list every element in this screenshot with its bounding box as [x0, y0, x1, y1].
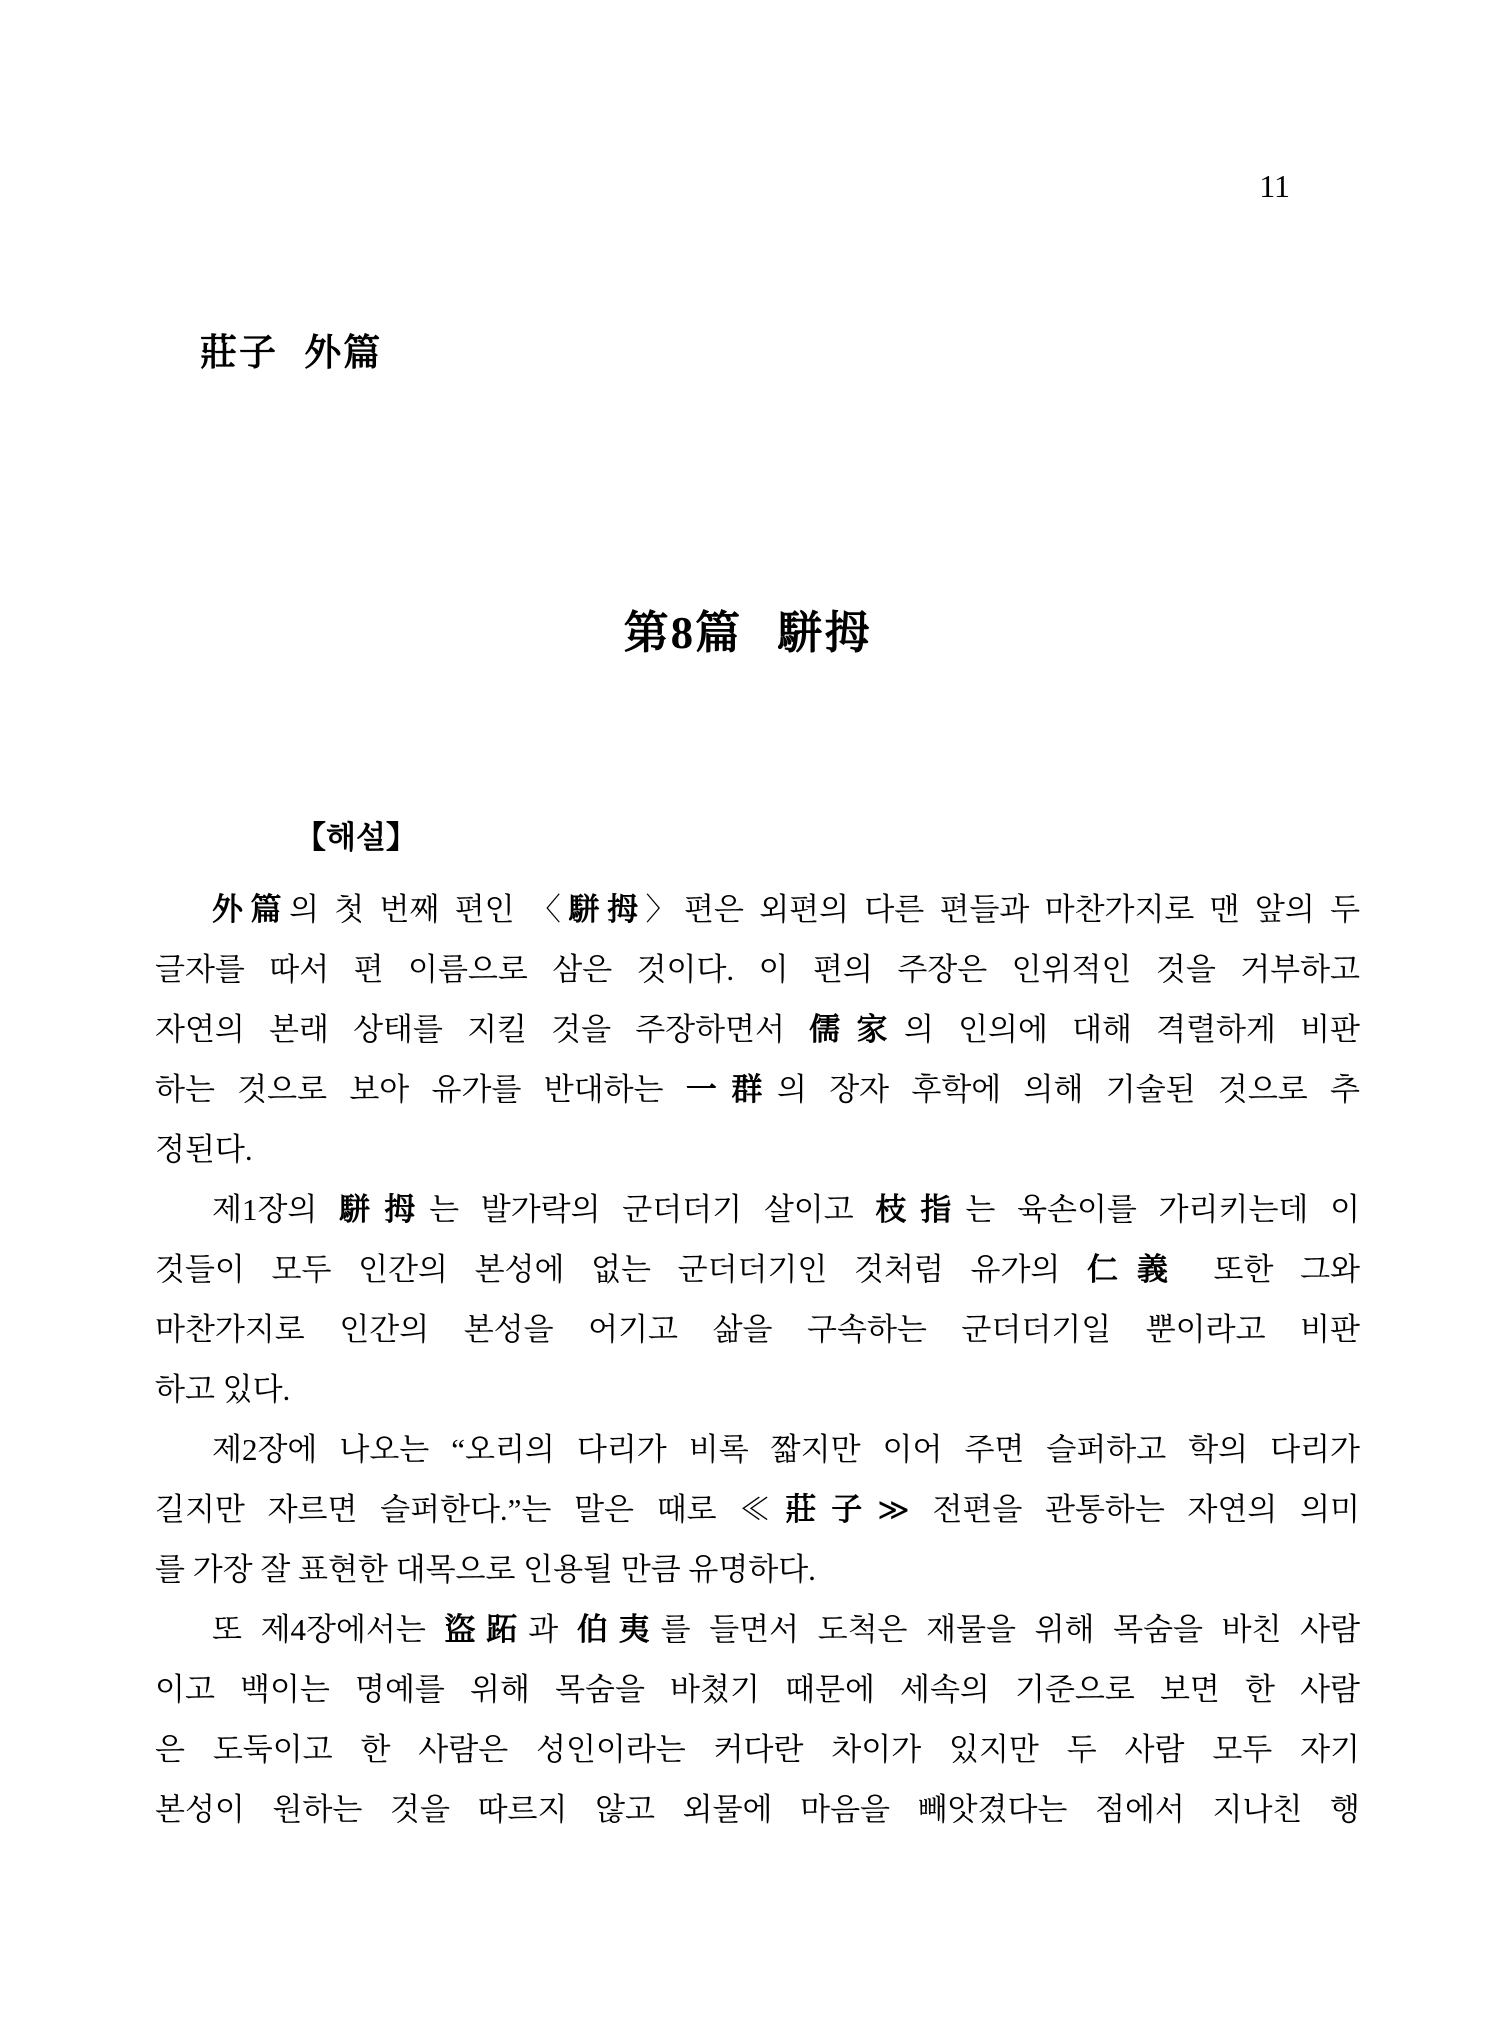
text-run: 또 제4장에서는	[212, 1612, 445, 1647]
body-line	[155, 1660, 1360, 1720]
body-line	[155, 1600, 1360, 1660]
text-run: 은 도둑이고 한 사람은 성인이라는 커다란 차이가 있지만 두 사람 모두 자기	[155, 1732, 1360, 1767]
hanja-emphasis: 枝指	[875, 1192, 966, 1227]
text-run: 제2장에 나오는 “오리의 다리가 비록 짧지만 이어 주면 슬퍼하고 학의 다리가	[212, 1432, 1360, 1467]
body-line	[155, 940, 1360, 1000]
text-run: 길지만 자르면 슬퍼한다.”는 말은 때로 ≪	[155, 1492, 771, 1527]
text-run: 제1장의	[212, 1192, 340, 1227]
text-run: 〉편은 외편의 다른 편들과 마찬가지로 맨 앞의 두	[645, 892, 1360, 927]
text-run: ≫ 전편을 관통하는 자연의 의미	[877, 1492, 1360, 1527]
hanja-emphasis: 莊子	[770, 1492, 878, 1527]
text-run: 것들이 모두 인간의 본성에 없는 군더더기인 것처럼 유가의	[155, 1252, 1088, 1287]
text-run: 는 육손이를 가리키는데 이	[965, 1192, 1360, 1227]
text-run: 를 가장 잘 표현한 대목으로 인용될 만큼 유명하다.	[155, 1552, 816, 1587]
body-line	[155, 1360, 1360, 1420]
text-run: 하는 것으로 보아 유가를 반대하는	[155, 1072, 686, 1107]
text-run: 는 발가락의 군더더기 살이고	[429, 1192, 876, 1227]
body-line	[155, 1480, 1360, 1540]
body-line	[155, 1720, 1360, 1780]
body-text	[155, 880, 1360, 1840]
hanja-emphasis: 伯夷	[576, 1612, 661, 1647]
hanja-emphasis: 外篇	[212, 892, 290, 927]
hanja-emphasis: 盜跖	[444, 1612, 529, 1647]
section-label-haeseol: 【해설】	[295, 820, 417, 855]
body-line	[155, 1120, 1360, 1180]
body-line	[155, 1300, 1360, 1360]
text-run: 자연의 본래 상태를 지킬 것을 주장하면서	[155, 1012, 810, 1047]
text-run: 본성이 원하는 것을 따르지 않고 외물에 마음을 빼앗겼다는 점에서 지나친 행	[155, 1792, 1360, 1827]
hanja-emphasis: 駢拇	[568, 892, 646, 927]
body-line	[155, 1240, 1360, 1300]
body-line	[155, 1180, 1360, 1240]
body-line	[155, 1000, 1360, 1060]
text-run: 의 첫 번째 편인 〈	[289, 892, 569, 927]
text-run: 이고 백이는 명예를 위해 목숨을 바쳤기 때문에 세속의 기준으로 보면 한 사람	[155, 1672, 1360, 1707]
hanja-emphasis: 仁義	[1087, 1252, 1187, 1287]
body-line	[155, 1420, 1360, 1480]
text-run: 정된다.	[155, 1132, 253, 1167]
body-line	[155, 1540, 1360, 1600]
text-run: 마찬가지로 인간의 본성을 어기고 삶을 구속하는 군더더기일 뿐이라고 비판	[155, 1312, 1360, 1347]
text-run: 의 장자 후학에 의해 기술된 것으로 추	[776, 1072, 1360, 1107]
body-line	[155, 880, 1360, 940]
hanja-emphasis: 駢拇	[339, 1192, 430, 1227]
text-run: 를 들면서 도척은 재물을 위해 목숨을 바친 사람	[660, 1612, 1360, 1647]
chapter-title: 第8篇 駢拇	[623, 608, 872, 658]
text-run: 과	[528, 1612, 577, 1647]
text-run: 글자를 따서 편 이름으로 삼은 것이다. 이 편의 주장은 인위적인 것을 거부하고	[155, 952, 1360, 987]
body-line	[155, 1780, 1360, 1840]
body-line	[155, 1060, 1360, 1120]
page-number: 11	[1259, 168, 1290, 204]
hanja-emphasis: 一群	[685, 1072, 777, 1107]
text-run: 하고 있다.	[155, 1372, 291, 1407]
text-run: 또한 그와	[1186, 1252, 1360, 1287]
hanja-emphasis: 儒家	[809, 1012, 904, 1047]
book-title-heading: 莊子 外篇	[200, 332, 383, 373]
text-run: 의 인의에 대해 격렬하게 비판	[903, 1012, 1360, 1047]
